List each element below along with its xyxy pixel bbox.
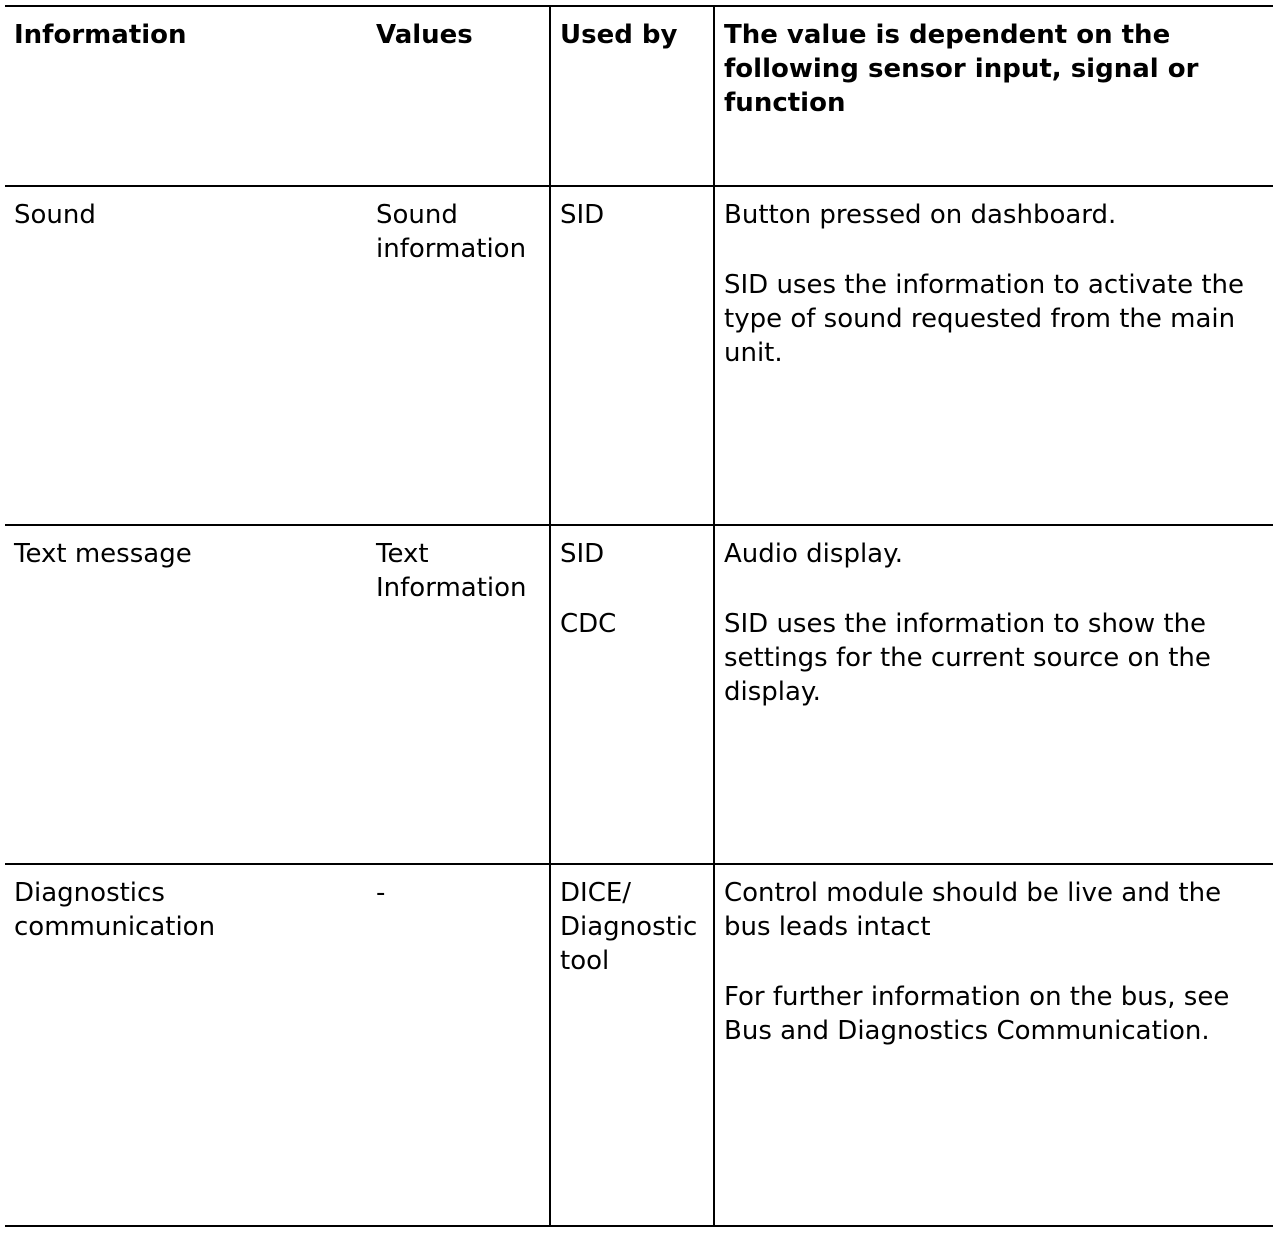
dependency-paragraph: Control module should be live and the bus leads intact bbox=[724, 878, 1222, 942]
used-by-item: SID bbox=[560, 539, 605, 569]
cell-dependency bbox=[714, 864, 1273, 1226]
table-body bbox=[5, 186, 1273, 1226]
information-table bbox=[5, 5, 1273, 1227]
cell-information: Diagnostics communication bbox=[5, 864, 367, 1226]
table-header bbox=[5, 6, 1273, 186]
dependency-paragraph: For further information on the bus, see Bus and Diagnostics Communication. bbox=[724, 982, 1230, 1046]
cell-used-by bbox=[550, 525, 714, 864]
header-information: Information bbox=[5, 6, 367, 186]
dependency-paragraph: Button pressed on dashboard. bbox=[724, 200, 1117, 230]
table-row bbox=[5, 864, 1273, 1226]
used-by-item: SID bbox=[560, 200, 605, 230]
cell-information: Sound bbox=[5, 186, 367, 525]
dependency-paragraph: Audio display. bbox=[724, 539, 904, 569]
used-by-item: CDC bbox=[560, 609, 617, 639]
dependency-paragraph: SID uses the information to activate the type of sound requested from the main unit. bbox=[724, 270, 1244, 368]
cell-dependency bbox=[714, 186, 1273, 525]
header-used-by: Used by bbox=[550, 6, 714, 186]
cell-values: Sound information bbox=[367, 186, 550, 525]
header-row bbox=[5, 6, 1273, 186]
cell-information: Text message bbox=[5, 525, 367, 864]
cell-used-by bbox=[550, 186, 714, 525]
header-values: Values bbox=[367, 6, 550, 186]
header-dependency: The value is dependent on the following sensor input, signal or function bbox=[714, 6, 1273, 186]
dependency-paragraph: SID uses the information to show the settings for the current source on the display. bbox=[724, 609, 1211, 707]
used-by-item: DICE/ Diagnostic tool bbox=[560, 878, 698, 976]
cell-used-by bbox=[550, 864, 714, 1226]
cell-dependency bbox=[714, 525, 1273, 864]
cell-values: Text Information bbox=[367, 525, 550, 864]
cell-values: - bbox=[367, 864, 550, 1226]
table-row bbox=[5, 525, 1273, 864]
table-row bbox=[5, 186, 1273, 525]
